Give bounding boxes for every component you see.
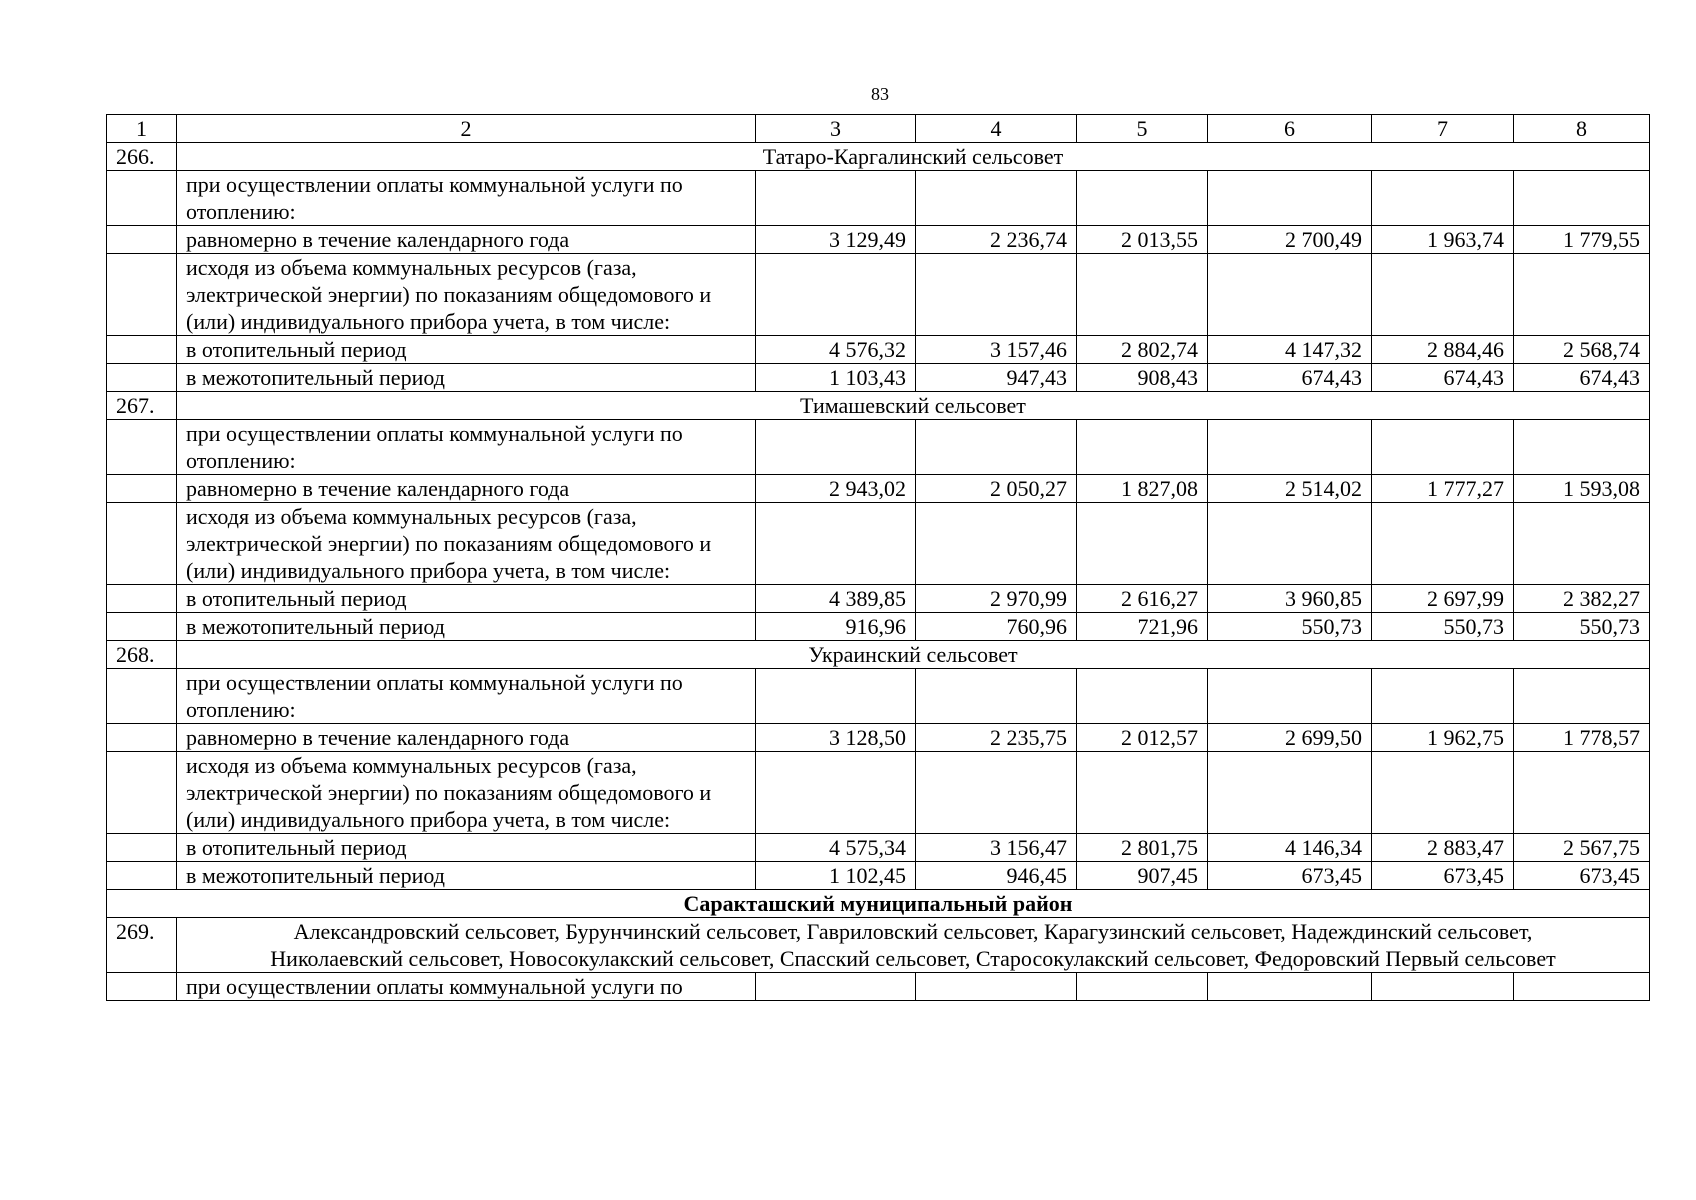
value-cell: 1 102,45 xyxy=(756,862,916,890)
value-cell: 2 050,27 xyxy=(916,475,1077,503)
value-cell xyxy=(756,171,916,226)
value-cell: 550,73 xyxy=(1208,613,1372,641)
table-row xyxy=(107,475,1650,503)
value-cell: 4 147,32 xyxy=(1208,336,1372,364)
value-cell: 2 514,02 xyxy=(1208,475,1372,503)
row-number-cell xyxy=(107,254,177,336)
value-cell xyxy=(1514,669,1650,724)
table-row xyxy=(107,585,1650,613)
value-cell xyxy=(916,171,1077,226)
table-row xyxy=(107,503,1650,585)
row-label: равномерно в течение календарного года xyxy=(177,226,756,254)
value-cell xyxy=(916,503,1077,585)
row-label: равномерно в течение календарного года xyxy=(177,475,756,503)
row-label: при осуществлении оплаты коммунальной услуги по отоплению: xyxy=(177,171,756,226)
value-cell xyxy=(916,752,1077,834)
value-cell xyxy=(1514,254,1650,336)
column-number: 4 xyxy=(916,115,1077,143)
value-cell: 1 963,74 xyxy=(1372,226,1514,254)
row-label: в отопительный период xyxy=(177,834,756,862)
row-label: в отопительный период xyxy=(177,585,756,613)
value-cell: 2 382,27 xyxy=(1514,585,1650,613)
column-number: 2 xyxy=(177,115,756,143)
row-label: при осуществлении оплаты коммунальной услуги по отоплению: xyxy=(177,420,756,475)
row-label: в межотопительный период xyxy=(177,862,756,890)
value-cell: 907,45 xyxy=(1077,862,1208,890)
value-cell: 4 389,85 xyxy=(756,585,916,613)
table-row xyxy=(107,834,1650,862)
value-cell xyxy=(1077,420,1208,475)
row-number-cell xyxy=(107,171,177,226)
value-cell: 2 616,27 xyxy=(1077,585,1208,613)
row-label: в отопительный период xyxy=(177,336,756,364)
row-label: исходя из объема коммунальных ресурсов (газа, электрической энергии) по показаниям общедомового и (или) индивидуального прибора учета, в том числе: xyxy=(177,752,756,834)
table-row xyxy=(107,420,1650,475)
value-cell xyxy=(916,420,1077,475)
table-row xyxy=(107,752,1650,834)
district-title: Саракташский муниципальный район xyxy=(107,890,1650,918)
value-cell xyxy=(756,669,916,724)
value-cell xyxy=(1208,669,1372,724)
row-number-cell xyxy=(107,613,177,641)
column-number: 1 xyxy=(107,115,177,143)
value-cell xyxy=(1514,503,1650,585)
row-number-cell xyxy=(107,364,177,392)
row-number-cell xyxy=(107,475,177,503)
value-cell xyxy=(1372,420,1514,475)
section-number: 267. xyxy=(107,392,177,420)
section-number: 268. xyxy=(107,641,177,669)
value-cell: 3 156,47 xyxy=(916,834,1077,862)
value-cell xyxy=(1372,973,1514,1001)
value-cell: 673,45 xyxy=(1208,862,1372,890)
value-cell xyxy=(1077,669,1208,724)
table-row xyxy=(107,973,1650,1001)
value-cell xyxy=(1208,171,1372,226)
value-cell: 947,43 xyxy=(916,364,1077,392)
row-number-cell xyxy=(107,503,177,585)
column-number: 3 xyxy=(756,115,916,143)
value-cell: 674,43 xyxy=(1372,364,1514,392)
value-cell: 1 962,75 xyxy=(1372,724,1514,752)
table-row xyxy=(107,613,1650,641)
row-number-cell xyxy=(107,834,177,862)
value-cell: 673,45 xyxy=(1372,862,1514,890)
value-cell xyxy=(1208,752,1372,834)
value-cell xyxy=(916,669,1077,724)
value-cell xyxy=(1077,503,1208,585)
table-row xyxy=(107,336,1650,364)
value-cell: 3 960,85 xyxy=(1208,585,1372,613)
row-number-cell xyxy=(107,724,177,752)
tariff-table xyxy=(106,114,1650,1001)
value-cell xyxy=(1208,254,1372,336)
value-cell: 2 970,99 xyxy=(916,585,1077,613)
column-number: 6 xyxy=(1208,115,1372,143)
value-cell: 3 129,49 xyxy=(756,226,916,254)
value-cell: 1 827,08 xyxy=(1077,475,1208,503)
row-number-cell xyxy=(107,973,177,1001)
value-cell: 2 697,99 xyxy=(1372,585,1514,613)
value-cell: 721,96 xyxy=(1077,613,1208,641)
value-cell: 1 103,43 xyxy=(756,364,916,392)
value-cell: 2 801,75 xyxy=(1077,834,1208,862)
value-cell: 673,45 xyxy=(1514,862,1650,890)
row-number-cell xyxy=(107,862,177,890)
section-title-line: Александровский сельсовет, Бурунчинский сельсовет, Гавриловский сельсовет, Карагузинский сельсовет, Надеждинский сельсовет, xyxy=(293,919,1533,944)
value-cell: 2 568,74 xyxy=(1514,336,1650,364)
value-cell: 2 012,57 xyxy=(1077,724,1208,752)
value-cell xyxy=(1372,669,1514,724)
section-title-line: Николаевский сельсовет, Новосокулакский сельсовет, Спасский сельсовет, Старосокулакский сельсовет, Федоровский Первый сельсовет xyxy=(270,946,1556,971)
row-number-cell xyxy=(107,336,177,364)
row-label: при осуществлении оплаты коммунальной услуги по xyxy=(177,973,756,1001)
value-cell xyxy=(1372,171,1514,226)
table-row xyxy=(107,226,1650,254)
section-title: Тимашевский сельсовет xyxy=(177,392,1650,420)
value-cell: 916,96 xyxy=(756,613,916,641)
section-title: Татаро-Каргалинский сельсовет xyxy=(177,143,1650,171)
value-cell: 908,43 xyxy=(1077,364,1208,392)
value-cell: 550,73 xyxy=(1372,613,1514,641)
section-title: Украинский сельсовет xyxy=(177,641,1650,669)
value-cell: 674,43 xyxy=(1514,364,1650,392)
row-number-cell xyxy=(107,585,177,613)
table-row xyxy=(107,364,1650,392)
section-title-row xyxy=(107,918,1650,973)
section-title-row xyxy=(107,143,1650,171)
value-cell: 2 236,74 xyxy=(916,226,1077,254)
value-cell xyxy=(756,973,916,1001)
value-cell xyxy=(756,752,916,834)
district-row xyxy=(107,890,1650,918)
value-cell xyxy=(1372,752,1514,834)
value-cell: 1 779,55 xyxy=(1514,226,1650,254)
row-number-cell xyxy=(107,420,177,475)
value-cell xyxy=(916,254,1077,336)
row-label: в межотопительный период xyxy=(177,613,756,641)
value-cell: 4 146,34 xyxy=(1208,834,1372,862)
value-cell xyxy=(1208,973,1372,1001)
column-number: 7 xyxy=(1372,115,1514,143)
value-cell: 4 576,32 xyxy=(756,336,916,364)
section-number: 269. xyxy=(107,918,177,973)
value-cell: 2 883,47 xyxy=(1372,834,1514,862)
value-cell xyxy=(916,973,1077,1001)
value-cell: 4 575,34 xyxy=(756,834,916,862)
row-number-cell xyxy=(107,752,177,834)
value-cell: 760,96 xyxy=(916,613,1077,641)
table-row xyxy=(107,724,1650,752)
value-cell: 2 802,74 xyxy=(1077,336,1208,364)
value-cell xyxy=(756,503,916,585)
column-number: 5 xyxy=(1077,115,1208,143)
section-title xyxy=(177,918,1650,973)
value-cell xyxy=(1077,171,1208,226)
row-label: исходя из объема коммунальных ресурсов (газа, электрической энергии) по показаниям общедомового и (или) индивидуального прибора учета, в том числе: xyxy=(177,503,756,585)
section-title-row xyxy=(107,641,1650,669)
value-cell xyxy=(1514,973,1650,1001)
value-cell: 550,73 xyxy=(1514,613,1650,641)
value-cell xyxy=(756,254,916,336)
value-cell: 2 567,75 xyxy=(1514,834,1650,862)
value-cell: 2 943,02 xyxy=(756,475,916,503)
column-number-row xyxy=(107,115,1650,143)
value-cell xyxy=(1208,420,1372,475)
section-title-row xyxy=(107,392,1650,420)
column-number: 8 xyxy=(1514,115,1650,143)
row-number-cell xyxy=(107,226,177,254)
value-cell: 674,43 xyxy=(1208,364,1372,392)
row-number-cell xyxy=(107,669,177,724)
value-cell: 946,45 xyxy=(916,862,1077,890)
value-cell: 3 157,46 xyxy=(916,336,1077,364)
value-cell: 1 777,27 xyxy=(1372,475,1514,503)
value-cell: 2 013,55 xyxy=(1077,226,1208,254)
value-cell: 3 128,50 xyxy=(756,724,916,752)
table-body xyxy=(107,115,1650,1001)
value-cell: 2 700,49 xyxy=(1208,226,1372,254)
value-cell xyxy=(1077,752,1208,834)
value-cell: 1 778,57 xyxy=(1514,724,1650,752)
row-label: в межотопительный период xyxy=(177,364,756,392)
table-row xyxy=(107,171,1650,226)
row-label: при осуществлении оплаты коммунальной услуги по отоплению: xyxy=(177,669,756,724)
row-label: исходя из объема коммунальных ресурсов (газа, электрической энергии) по показаниям общедомового и (или) индивидуального прибора учета, в том числе: xyxy=(177,254,756,336)
value-cell: 2 235,75 xyxy=(916,724,1077,752)
value-cell xyxy=(1372,503,1514,585)
value-cell xyxy=(1514,420,1650,475)
value-cell xyxy=(756,420,916,475)
row-label: равномерно в течение календарного года xyxy=(177,724,756,752)
value-cell xyxy=(1372,254,1514,336)
value-cell xyxy=(1208,503,1372,585)
table-row xyxy=(107,254,1650,336)
section-number: 266. xyxy=(107,143,177,171)
value-cell: 1 593,08 xyxy=(1514,475,1650,503)
value-cell: 2 699,50 xyxy=(1208,724,1372,752)
value-cell xyxy=(1077,973,1208,1001)
table-row xyxy=(107,862,1650,890)
value-cell xyxy=(1077,254,1208,336)
table-row xyxy=(107,669,1650,724)
value-cell xyxy=(1514,752,1650,834)
page-number: 83 xyxy=(871,84,889,104)
value-cell xyxy=(1514,171,1650,226)
value-cell: 2 884,46 xyxy=(1372,336,1514,364)
